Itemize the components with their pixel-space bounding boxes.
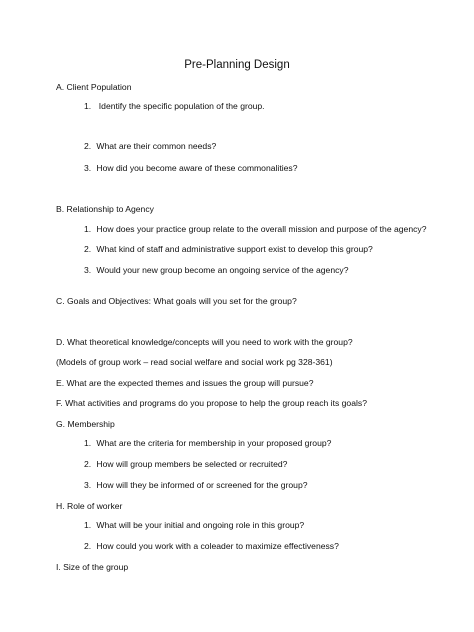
section-g-item-2 bbox=[84, 459, 287, 470]
section-b-heading: B. Relationship to Agency bbox=[56, 204, 154, 214]
item-number: 3. bbox=[84, 163, 92, 173]
section-h-heading: H. Role of worker bbox=[56, 501, 123, 511]
section-b-item-2 bbox=[84, 244, 373, 255]
section-d-heading: D. What theoretical knowledge/concepts will you need to work with the group? bbox=[56, 337, 353, 347]
item-number: 3. bbox=[84, 265, 92, 275]
section-e-heading: E. What are the expected themes and issues the group will pursue? bbox=[56, 378, 314, 388]
item-text: How did you become aware of these commonalities? bbox=[96, 163, 298, 173]
section-a-item-2 bbox=[84, 141, 216, 152]
section-a-item-1 bbox=[84, 101, 265, 112]
section-b-item-1 bbox=[84, 224, 427, 235]
section-g-item-3 bbox=[84, 480, 308, 491]
item-text: Identify the specific population of the group. bbox=[96, 101, 265, 111]
item-number: 2. bbox=[84, 141, 92, 151]
item-text: How will they be informed of or screened for the group? bbox=[96, 480, 308, 490]
item-text: What are the criteria for membership in your proposed group? bbox=[96, 438, 332, 448]
section-f-heading: F. What activities and programs do you propose to help the group reach its goals? bbox=[56, 398, 367, 408]
item-text: How does your practice group relate to the overall mission and purpose of the agency? bbox=[96, 224, 427, 234]
item-number: 2. bbox=[84, 244, 92, 254]
item-number: 2. bbox=[84, 459, 92, 469]
item-number: 1. bbox=[84, 438, 92, 448]
item-number: 2. bbox=[84, 541, 92, 551]
section-g-item-1 bbox=[84, 438, 331, 449]
item-number: 1. bbox=[84, 520, 92, 530]
section-h-item-2 bbox=[84, 541, 339, 552]
section-h-item-1 bbox=[84, 520, 304, 531]
section-a-item-3 bbox=[84, 163, 298, 174]
item-text: What kind of staff and administrative support exist to develop this group? bbox=[96, 244, 373, 254]
item-text: What are their common needs? bbox=[96, 141, 217, 151]
page-title: Pre-Planning Design bbox=[184, 59, 290, 71]
item-text: How could you work with a coleader to maximize effectiveness? bbox=[96, 541, 339, 551]
item-number: 1. bbox=[84, 101, 92, 111]
item-text: Would your new group become an ongoing service of the agency? bbox=[96, 265, 349, 275]
section-b-item-3 bbox=[84, 265, 348, 276]
section-c-heading: C. Goals and Objectives: What goals will you set for the group? bbox=[56, 296, 297, 306]
item-text: How will group members be selected or recruited? bbox=[96, 459, 288, 469]
section-i-heading: I. Size of the group bbox=[56, 562, 129, 572]
item-number: 3. bbox=[84, 480, 92, 490]
item-number: 1. bbox=[84, 224, 92, 234]
item-text: What will be your initial and ongoing role in this group? bbox=[96, 520, 305, 530]
section-g-heading: G. Membership bbox=[56, 419, 115, 429]
section-a-heading: A. Client Population bbox=[56, 82, 132, 92]
section-d-note: (Models of group work – read social welfare and social work pg 328-361) bbox=[56, 357, 333, 367]
